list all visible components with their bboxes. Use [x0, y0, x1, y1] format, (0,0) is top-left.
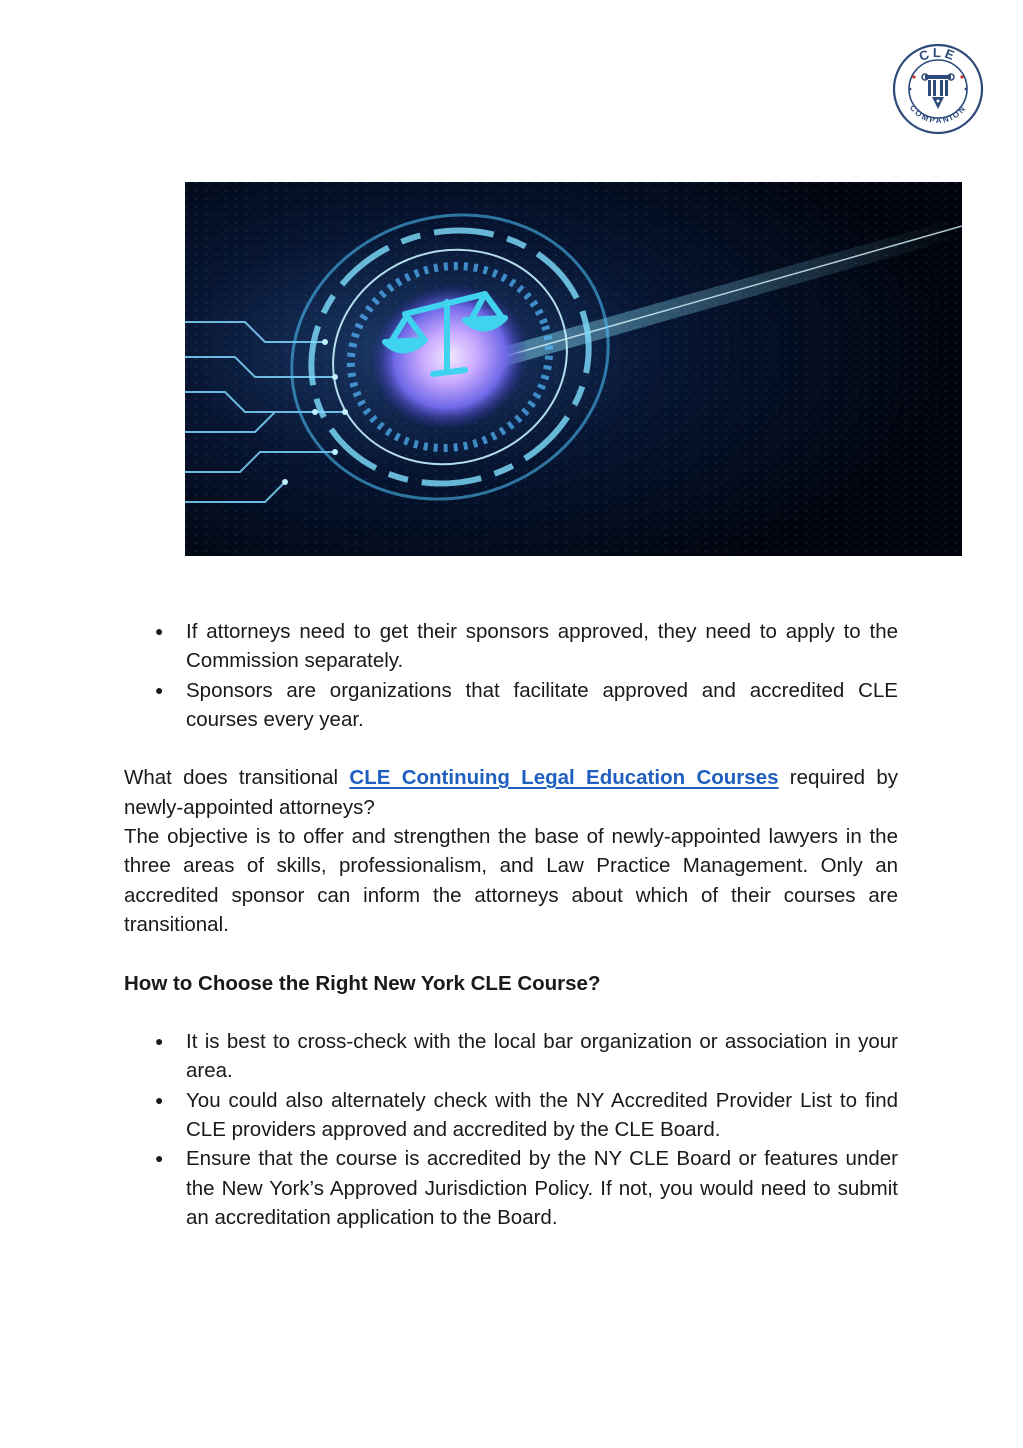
- bullet-icon: ●: [155, 1150, 164, 1167]
- sponsor-bullet-list: [124, 617, 898, 734]
- hero-image: [185, 182, 962, 556]
- bullet-icon: ●: [155, 681, 164, 698]
- list-item-text: Sponsors are organizations that facilitate approved and accredited CLE courses every year.: [186, 678, 898, 731]
- bullet-icon: ●: [155, 1091, 164, 1108]
- choose-course-bullet-list: [124, 1027, 898, 1232]
- list-item-text: It is best to cross-check with the local bar organization or association in your area.: [186, 1030, 898, 1083]
- list-item: [124, 1027, 898, 1086]
- list-item: [124, 617, 898, 676]
- section-heading: How to Choose the Right New York CLE Course?: [124, 971, 601, 995]
- bullet-icon: ●: [155, 623, 164, 639]
- list-item-text: Ensure that the course is accredited by the NY CLE Board or features under the New York’s Approved Jurisdiction Policy. If not, you would need to submit an accreditation application to the Board.: [186, 1147, 898, 1229]
- cle-courses-link[interactable]: CLE Continuing Legal Education Courses: [349, 766, 779, 790]
- logo-top-text: CLE: [916, 44, 960, 64]
- cle-companion-seal-icon: [892, 43, 984, 135]
- svg-text:CLE: [917, 45, 959, 64]
- question-paragraph: [124, 763, 898, 822]
- question-suffix: required by newly-appointed attorneys?: [124, 766, 898, 819]
- cle-companion-logo: [892, 43, 984, 135]
- list-item-text: You could also alternately check with the NY Accredited Provider List to find CLE providers approved and accredited by the CLE Board.: [186, 1088, 898, 1142]
- document-body: [124, 617, 898, 1232]
- list-item-text: If attorneys need to get their sponsors approved, they need to apply to the Commission separately.: [186, 620, 898, 673]
- bullet-icon: ●: [155, 1033, 164, 1050]
- list-item: [124, 1144, 898, 1232]
- justice-scales-digital-ring-icon: [185, 182, 962, 556]
- list-item: [124, 676, 898, 735]
- logo-bottom-text: COMPANION: [907, 103, 969, 126]
- list-item: [124, 1086, 898, 1145]
- question-prefix: What does transitional: [124, 766, 350, 790]
- answer-paragraph: The objective is to offer and strengthen the base of newly-appointed lawyers in the three areas of skills, professionalism, and Law Practice Management. Only an accredited sponsor can inform the attorneys about which of their courses are transitional.: [124, 825, 898, 936]
